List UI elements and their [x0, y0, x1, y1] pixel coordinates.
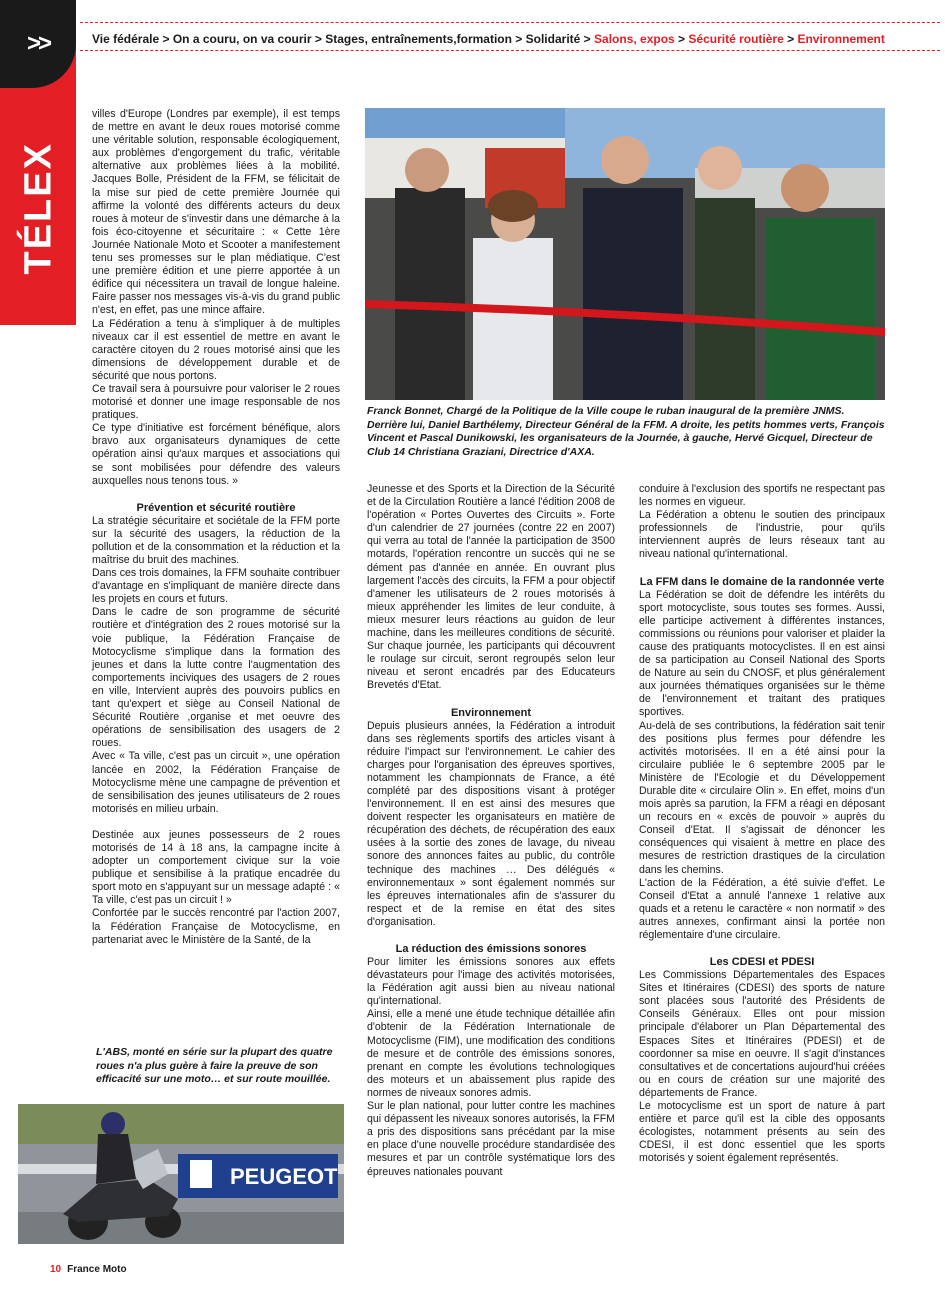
column-3: [639, 483, 885, 1166]
paragraph: La Fédération a tenu à s'impliquer à de multiples niveaux car il est essentiel de mettre en avant le caractère citoyen du 2 roues motorisé ainsi que les dimensions de développement durable et de sécurité que nous portons.: [92, 317, 340, 382]
peugeot-ad-label: PEUGEOT: [230, 1164, 338, 1189]
paragraph: Sur le plan national, pour lutter contre les machines qui dépassent les niveaux sonores autorisés, la FFM a pris des dispositions sans précédant par la mise en place d'une nouvelle procédure standardisée des mesures et par un contrôle systématique lors des épreuves nationales pouvant: [367, 1100, 615, 1178]
paragraph: Pour limiter les émissions sonores aux effets dévastateurs pour l'image des activités motorisées, la Fédération agit aussi bien au niveau national qu'international.: [367, 956, 615, 1008]
breadcrumb-separator: >: [511, 32, 526, 46]
paragraph: La Fédération se doit de défendre les intérêts du sport motocycliste, sous toutes ses formes. Aussi, elle participe activement à différentes instances, commissions ou réunions pour valoriser et plaider la cause des pratiquants motocyclistes. Il en est ainsi de sa participation au Conseil National des Sports de Nature au sein du CNOSF, et plus généralement aux journées thématiques organisées sur le thème de l'environnement et traitant des pratiques sportives.: [639, 588, 885, 719]
paragraph: Dans le cadre de son programme de sécurité routière et d'intégration des 2 roues motorisé sur la voie publique, la Fédération Française de Motocyclisme s'implique dans la formation des jeunes et dans la lutte contre l'augmentation des comportements inciviques des usagers de 2 roues en ville, Intervient auprès des pouvoirs publics en tant qu'expert et siège au Conseil National de Sécurité Routière ,organise et met oeuvre des opérations de sensibilisation des usagers de 2 roues.: [92, 606, 340, 750]
breadcrumb-item: On a couru, on va courir: [172, 32, 312, 46]
magazine-name: France Moto: [67, 1264, 127, 1275]
breadcrumb-separator: >: [783, 32, 798, 46]
section-heading-cdesi: Les CDESI et PDESI: [709, 956, 815, 969]
breadcrumb-item: Stages, entraînements,formation: [325, 32, 512, 46]
paragraph: Avec « Ta ville, c'est pas un circuit », une opération lancée en 2002, la Fédération Française de Motocyclisme mène une campagne de prévention et de sensibilisation des jeunes utilisateurs de 2 roues motorisés en milieu urbain.: [92, 750, 340, 815]
section-heading-environnement: Environnement: [450, 706, 532, 719]
section-heading-randonnee: La FFM dans le domaine de la randonnée verte: [639, 575, 885, 588]
paragraph: villes d'Europe (Londres par exemple), il est temps de mettre en avant le deux roues motorisé comme une véritable solution, responsable écologiquement, aux problèmes d'engorgement du trafic, véritable alternative aux problèmes liées à la mobilité. Jacques Bolle, Président de la FFM, se félicitait de la mise sur pied de cette première Journée qui affirme la volonté des différents acteurs du deux roues à moteur de s'investir dans une démarche à la fois éco-citoyenne et sécuritaire : « Cette 1ère Journée Nationale Moto et Scooter a manifestement tenu ses promesses sur le plan médiatique. C'est une première édition et une pierre apportée à un édifice qui nécessitera un travail de longue haleine. Faire passer nos messages vis-à-vis du grand public n'est, en effet, pas une mince affaire.: [92, 108, 340, 317]
paragraph: Depuis plusieurs années, la Fédération a introduit dans ses règlements sportifs des articles visant à réduire l'impact sur l'environnement. Le cahier des charges pour l'organisation des épreuves sportives, notamment les championnats de France, a été complété par des dispositions visant à protéger l'environnement. Il en est ainsi des mesures que doivent respecter les organisateurs en matière de récupération des déchets, de récupération des eaux usées à la sortie des zones de lavage, du niveau sonore des annonces faites au public, du contrôle technique des machines … Des délégués « environnementaux » sont également nommés sur les épreuves internationales afin de s'assurer du respect et de la remise en état des sites d'organisation.: [367, 719, 615, 928]
paragraph: Jeunesse et des Sports et la Direction de la Sécurité et de la Circulation Routière a lancé l'édition 2008 de l'opération « Portes Ouvertes des Circuits ». Forte d'un calendrier de 27 journées (contre 22 en 2007) qui verra au total de l'année la participation de 3500 motards, l'opération rencontre un succès qui ne se dément pas d'année en année. En ouvrant plus largement l'accès des circuits, la FFM a pour objectif d'amener les utilisateurs de 2 roues motorisés à mieux appréhender les limites de leur conduite, à mieux mesurer leurs réactions au guidon de leur machine, dans les meilleures conditions de sécurité. Sur chaque journée, les participants qui découvrent le roulage sur circuit, seront regroupés selon leur niveau et seront encadrés par des Educateurs Brevetés d'Etat.: [367, 483, 615, 692]
breadcrumb-item: Sécurité routière: [688, 32, 784, 46]
section-heading-emissions: La réduction des émissions sonores: [395, 943, 587, 955]
breadcrumb: [92, 32, 885, 46]
section-heading-prevention: Prévention et sécurité routière: [136, 501, 296, 514]
paragraph: La stratégie sécuritaire et sociétale de la FFM porte sur la sécurité des usagers, la réduction de la pollution et de la consommation et la réduction et la maîtrise du bruit des machines.: [92, 514, 340, 566]
paragraph: Ce type d'initiative est forcément bénéfique, alors bravo aux organisateurs dynamiques de cette opération ainsi qu'aux marques et associations qui se sont mobilisées pour défendre des valeurs auxquelles nous tenons tous. »: [92, 422, 340, 487]
breadcrumb-separator: >: [674, 32, 689, 46]
paragraph: Ainsi, elle a mené une étude technique détaillée afin d'obtenir de la Fédération Internationale de Motocyclisme (FIM), une modification des conditions de mesure et de contrôle des émissions sonores, prenant en compte les évolutions technologiques des moteurs et un abaissement plus rapide des normes de niveaux sonores admis.: [367, 1008, 615, 1099]
paragraph: L'action de la Fédération, a été suivie d'effet. Le Conseil d'Etat a annulé l'annexe 1 relative aux quads et a retenu le caractère « non normatif » des autres annexes, confirmant ainsi la portée non réglementaire d'une circulaire.: [639, 876, 885, 941]
arrow-badge: >>: [0, 0, 76, 88]
paragraph: Au-delà de ses contributions, la fédération sait tenir des positions plus fermes pour défendre les activités motorisées. Il en a été ainsi pour la circulaire publiée le 6 septembre 2005 par le Ministère de l'Ecologie et du Développement Durable dite « circulaire Olin ». En effet, moins d'un mois après sa parution, la FFM a réagi en déposant un recours en « excès de pouvoir » auprès du Conseil d'Etat. Il s'agissait de dénoncer les conséquences qui visaient à mettre en place des mesures de restriction drastiques de la circulation dans les chemins.: [639, 719, 885, 876]
breadcrumb-item: Salons, expos: [594, 32, 675, 46]
motorcycle-photo: [18, 1104, 344, 1244]
abs-caption: L'ABS, monté en série sur la plupart des quatre roues n'a plus guère à faire la preuve de son efficacité sur une moto… et sur route mouillée.: [96, 1046, 333, 1085]
paragraph: Destinée aux jeunes possesseurs de 2 roues motorisés de 14 à 18 ans, la campagne incite à adopter un comportement civique sur la voie publique et sensibilise à la pratique encadrée du sport moto en s'appuyant sur un message adapté : « Ta ville, c'est pas un circuit ! »: [92, 828, 340, 907]
column-1: [92, 108, 340, 947]
breadcrumb-separator: >: [311, 32, 326, 46]
paragraph: Confortée par le succès rencontré par l'action 2007, la Fédération Française de Motocyclisme, en partenariat avec le Ministère de la Santé, de la: [92, 907, 340, 946]
paragraph: Dans ces trois domaines, la FFM souhaite contribuer d'avantage en s'impliquant de manière directe dans les projets en cours et futurs.: [92, 567, 340, 606]
photo-caption: Franck Bonnet, Chargé de la Politique de la Ville coupe le ruban inaugural de la première JNMS. Derrière lui, Daniel Barthélemy, Directeur Général de la FFM. A droite, les petits hommes verts, François Vincent et Pascal Dunikowski, les organisateurs de la Journée, à gauche, Hervé Gicquel, Directeur de Club 14 Christiana Graziani, Directrice d'AXA.: [367, 405, 885, 458]
top-dotted-rule: [80, 22, 940, 23]
ribbon-cutting-photo: [365, 108, 885, 400]
breadcrumb-item: Environnement: [797, 32, 885, 46]
column-2: [367, 483, 615, 1179]
bottom-dotted-rule: [80, 50, 940, 51]
breadcrumb-separator: >: [159, 32, 173, 46]
paragraph: conduire à l'exclusion des sportifs ne respectant pas les normes en vigueur.: [639, 483, 885, 509]
page-number: 10: [50, 1264, 62, 1275]
telex-label: TÉLEX: [17, 142, 60, 275]
paragraph: La Fédération a obtenu le soutien des principaux professionnels de l'industrie, pour qu'ils interviennent auprès de leurs réseaux tant au niveau national qu'international.: [639, 509, 885, 561]
paragraph: Les Commissions Départementales des Espaces Sites et Itinéraires (CDESI) des sports de nature sont placées sous l'autorité des Présidents de Conseils Généraux. Elles ont pour mission principale d'élaborer un Plan Départemental des Espaces Sites et Itinéraires (PDESI) et de coordonner sa mise en oeuvre. Il s'agit d'instances consultatives et de concertations aujourd'hui créées ou en cours de création sur une majorité des départements de France.: [639, 969, 885, 1099]
paragraph: Le motocyclisme est un sport de nature à part entière et parce qu'il est la cible des opposants écologistes, notamment présents au sein des CDESI, il est donc essentiel que les sports motorisés y soient également représentés.: [639, 1100, 885, 1165]
breadcrumb-item: Solidarité: [525, 32, 581, 46]
breadcrumb-item: Vie fédérale: [92, 32, 160, 46]
paragraph: Ce travail sera à poursuivre pour valoriser le 2 roues motorisé et donner une image responsable de nos pratiques.: [92, 382, 340, 422]
breadcrumb-separator: >: [580, 32, 595, 46]
page-footer: [50, 1264, 127, 1275]
